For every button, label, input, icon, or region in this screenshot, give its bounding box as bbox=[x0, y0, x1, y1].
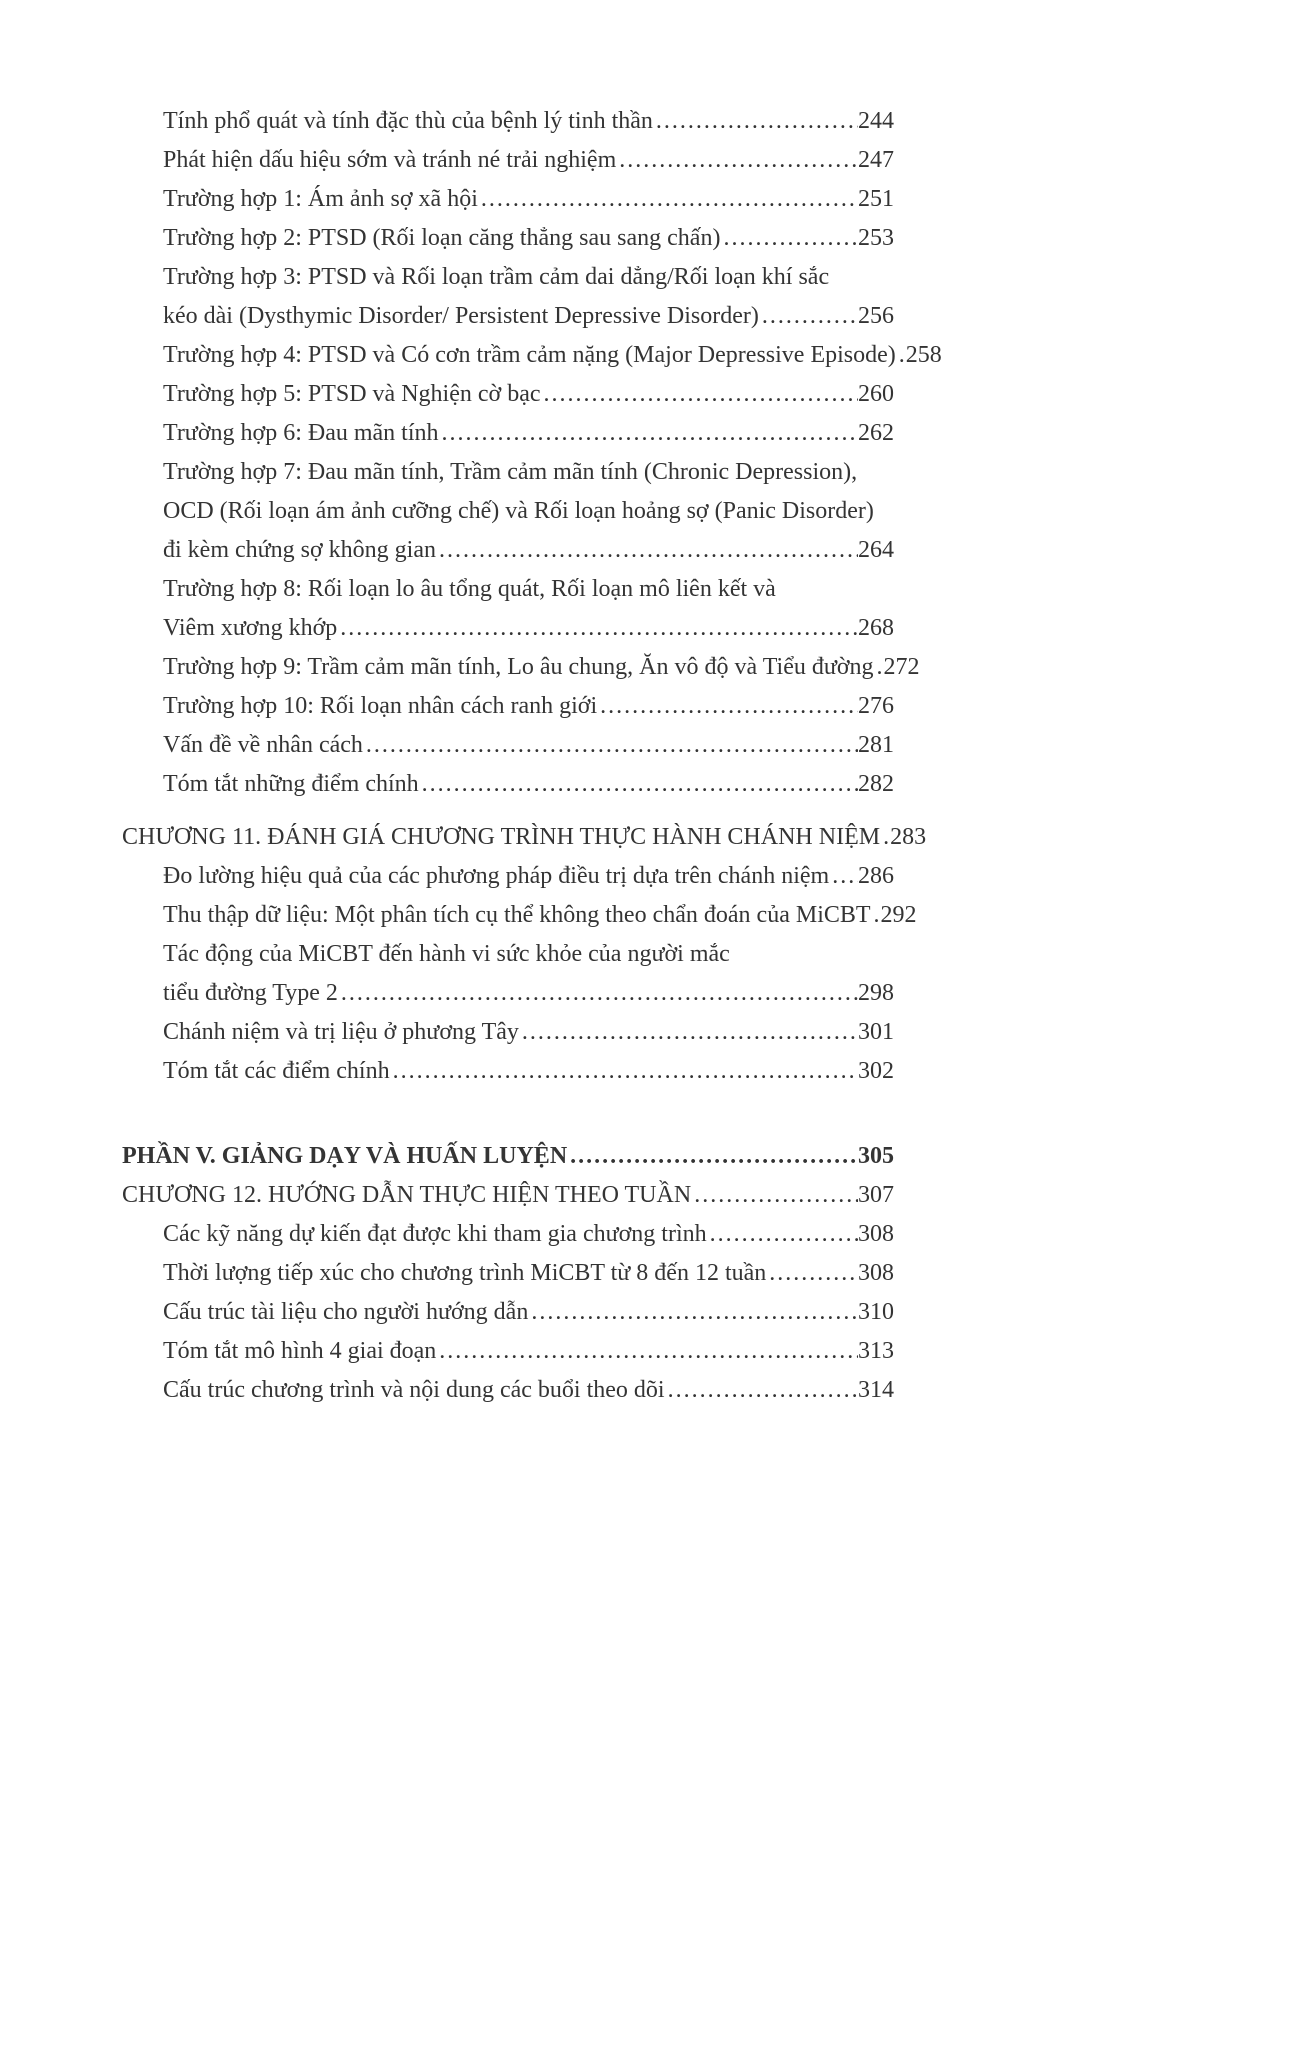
toc-entry-line bbox=[163, 609, 894, 648]
dot-leader bbox=[528, 1293, 858, 1332]
toc-entry-text: CHƯƠNG 11. ĐÁNH GIÁ CHƯƠNG TRÌNH THỰC HÀNH CHÁNH NIỆM bbox=[122, 824, 881, 850]
toc-heading-entry bbox=[122, 1137, 894, 1176]
toc-entry bbox=[122, 1254, 894, 1293]
toc-entry-line bbox=[163, 453, 894, 492]
toc-entry bbox=[122, 896, 917, 935]
toc-entry-line bbox=[163, 896, 917, 935]
toc-entry-line bbox=[163, 857, 894, 896]
toc-entry bbox=[122, 258, 894, 336]
dot-leader bbox=[439, 414, 858, 453]
dot-leader bbox=[519, 1013, 858, 1052]
toc-entry bbox=[122, 102, 894, 141]
toc-heading-entry bbox=[122, 1176, 894, 1215]
dot-leader bbox=[874, 648, 884, 687]
dot-leader bbox=[707, 1215, 858, 1254]
dot-leader bbox=[880, 818, 890, 857]
toc-entry-text: Cấu trúc chương trình và nội dung các buổi theo dõi bbox=[163, 1377, 665, 1403]
toc-entry-line bbox=[163, 336, 942, 375]
page-number: 244 bbox=[858, 108, 894, 134]
page-number: 272 bbox=[883, 654, 920, 680]
toc-entry-line bbox=[163, 1215, 894, 1254]
page-number: 268 bbox=[858, 615, 894, 641]
toc-entry-text: Trường hợp 2: PTSD (Rối loạn căng thẳng sau sang chấn) bbox=[163, 225, 721, 251]
page-number: 308 bbox=[858, 1260, 894, 1286]
toc-entry-text: Tóm tắt mô hình 4 giai đoạn bbox=[163, 1338, 437, 1364]
toc-entry-line bbox=[163, 974, 894, 1013]
toc-entry-line bbox=[122, 1176, 894, 1215]
page-number: 283 bbox=[890, 824, 927, 850]
toc-entry-text: Trường hợp 4: PTSD và Có cơn trầm cảm nặng (Major Depressive Episode) bbox=[163, 342, 896, 368]
page-number: 247 bbox=[858, 147, 894, 173]
toc-entry-line bbox=[163, 492, 894, 531]
toc-entry-line bbox=[163, 297, 894, 336]
toc-entry-text: tiểu đường Type 2 bbox=[163, 980, 338, 1006]
toc-entry bbox=[122, 414, 894, 453]
toc-entry bbox=[122, 1371, 894, 1410]
toc-entry-line bbox=[163, 258, 894, 297]
toc-entry bbox=[122, 857, 894, 896]
page-number: 301 bbox=[858, 1019, 894, 1045]
dot-leader bbox=[363, 726, 858, 765]
toc-entry-text: Thu thập dữ liệu: Một phân tích cụ thể không theo chẩn đoán của MiCBT bbox=[163, 902, 871, 928]
dot-leader bbox=[390, 1052, 858, 1091]
dot-leader bbox=[338, 974, 858, 1013]
toc-entry-text: Tác động của MiCBT đến hành vi sức khỏe của người mắc bbox=[163, 941, 730, 967]
page-number: 264 bbox=[858, 537, 894, 563]
toc-entry-line bbox=[163, 648, 920, 687]
toc-entry bbox=[122, 141, 894, 180]
toc-entry-line bbox=[163, 141, 894, 180]
toc-entry-line bbox=[163, 765, 894, 804]
dot-leader bbox=[436, 1332, 858, 1371]
dot-leader bbox=[896, 336, 906, 375]
dot-leader bbox=[691, 1176, 858, 1215]
toc-entry-line bbox=[163, 219, 894, 258]
toc-entry-line bbox=[163, 570, 894, 609]
table-of-contents bbox=[122, 102, 942, 1410]
dot-leader bbox=[478, 180, 858, 219]
toc-entry-text: Tóm tắt những điểm chính bbox=[163, 771, 419, 797]
dot-leader bbox=[616, 141, 858, 180]
page-number: 298 bbox=[858, 980, 894, 1006]
toc-entry-line bbox=[163, 1332, 894, 1371]
dot-leader bbox=[720, 219, 858, 258]
page-number: 260 bbox=[858, 381, 894, 407]
toc-entry-text: OCD (Rối loạn ám ảnh cưỡng chế) và Rối loạn hoảng sợ (Panic Disorder) bbox=[163, 498, 874, 524]
toc-entry-line bbox=[163, 1254, 894, 1293]
toc-entry-text: CHƯƠNG 12. HƯỚNG DẪN THỰC HIỆN THEO TUẦN bbox=[122, 1182, 692, 1208]
toc-entry bbox=[122, 935, 894, 1013]
toc-entry-line bbox=[163, 1371, 894, 1410]
toc-entry-line bbox=[163, 375, 894, 414]
toc-entry bbox=[122, 648, 920, 687]
page-number: 258 bbox=[905, 342, 942, 368]
toc-entry bbox=[122, 1293, 894, 1332]
toc-heading-entry bbox=[122, 818, 927, 857]
toc-entry bbox=[122, 375, 894, 414]
toc-entry bbox=[122, 570, 894, 648]
dot-leader bbox=[337, 609, 858, 648]
toc-entry bbox=[122, 1332, 894, 1371]
toc-entry-line bbox=[163, 935, 894, 974]
page-number: 256 bbox=[858, 303, 894, 329]
toc-entry-text: Trường hợp 8: Rối loạn lo âu tổng quát, Rối loạn mô liên kết và bbox=[163, 576, 776, 602]
toc-entry bbox=[122, 765, 894, 804]
page-number: 314 bbox=[858, 1377, 894, 1403]
toc-entry-text: Trường hợp 5: PTSD và Nghiện cờ bạc bbox=[163, 381, 541, 407]
toc-entry-text: Trường hợp 1: Ám ảnh sợ xã hội bbox=[163, 186, 478, 212]
toc-entry-line bbox=[163, 414, 894, 453]
toc-entry-line bbox=[163, 726, 894, 765]
page-number: 308 bbox=[858, 1221, 894, 1247]
toc-entry-text: Chánh niệm và trị liệu ở phương Tây bbox=[163, 1019, 519, 1045]
dot-leader bbox=[597, 687, 858, 726]
dot-leader bbox=[541, 375, 858, 414]
toc-entry-text: Viêm xương khớp bbox=[163, 615, 338, 641]
toc-entry-text: Tóm tắt các điểm chính bbox=[163, 1058, 390, 1084]
toc-entry-text: đi kèm chứng sợ không gian bbox=[163, 537, 436, 563]
page-number: 262 bbox=[858, 420, 894, 446]
toc-entry-text: Trường hợp 7: Đau mãn tính, Trầm cảm mãn tính (Chronic Depression), bbox=[163, 459, 858, 485]
page-number: 251 bbox=[858, 186, 894, 212]
toc-entry-line bbox=[122, 1137, 894, 1176]
toc-entry-line bbox=[163, 1013, 894, 1052]
page-number: 286 bbox=[858, 863, 894, 889]
toc-entry bbox=[122, 219, 894, 258]
toc-entry bbox=[122, 726, 894, 765]
dot-leader bbox=[871, 896, 881, 935]
toc-entry-text: kéo dài (Dysthymic Disorder/ Persistent Depressive Disorder) bbox=[163, 303, 759, 329]
toc-entry-text: Trường hợp 3: PTSD và Rối loạn trầm cảm dai dẳng/Rối loạn khí sắc bbox=[163, 264, 830, 290]
toc-entry-text: Vấn đề về nhân cách bbox=[163, 732, 363, 758]
toc-entry-text: Tính phổ quát và tính đặc thù của bệnh lý tinh thần bbox=[163, 108, 653, 134]
toc-entry-text: Đo lường hiệu quả của các phương pháp điều trị dựa trên chánh niệm bbox=[163, 863, 830, 889]
toc-entry-line bbox=[163, 531, 894, 570]
toc-entry-text: Trường hợp 10: Rối loạn nhân cách ranh giới bbox=[163, 693, 598, 719]
toc-entry-text: Thời lượng tiếp xúc cho chương trình MiCBT từ 8 đến 12 tuần bbox=[163, 1260, 767, 1286]
page-number: 307 bbox=[858, 1182, 894, 1208]
toc-entry-text: Phát hiện dấu hiệu sớm và tránh né trải nghiệm bbox=[163, 147, 617, 173]
dot-leader bbox=[665, 1371, 858, 1410]
dot-leader bbox=[829, 857, 858, 896]
page-number: 253 bbox=[858, 225, 894, 251]
toc-entry bbox=[122, 180, 894, 219]
toc-entry bbox=[122, 1052, 894, 1091]
toc-entry-text: PHẦN V. GIẢNG DẠY VÀ HUẤN LUYỆN bbox=[122, 1143, 568, 1169]
toc-entry bbox=[122, 453, 894, 570]
toc-entry-text: Các kỹ năng dự kiến đạt được khi tham gia chương trình bbox=[163, 1221, 707, 1247]
dot-leader bbox=[436, 531, 858, 570]
toc-entry bbox=[122, 336, 942, 375]
page-number: 292 bbox=[880, 902, 917, 928]
page-number: 282 bbox=[858, 771, 894, 797]
toc-entry-line bbox=[122, 818, 927, 857]
toc-entry-text: Trường hợp 6: Đau mãn tính bbox=[163, 420, 439, 446]
page-number: 302 bbox=[858, 1058, 894, 1084]
toc-entry-text: Trường hợp 9: Trầm cảm mãn tính, Lo âu chung, Ăn vô độ và Tiểu đường bbox=[163, 654, 874, 680]
dot-leader bbox=[759, 297, 858, 336]
page-number: 313 bbox=[858, 1338, 894, 1364]
toc-entry-line bbox=[163, 102, 894, 141]
dot-leader bbox=[766, 1254, 858, 1293]
toc-entry bbox=[122, 1013, 894, 1052]
page-number: 310 bbox=[858, 1299, 894, 1325]
dot-leader bbox=[653, 102, 858, 141]
dot-leader bbox=[419, 765, 858, 804]
page-number: 305 bbox=[858, 1143, 894, 1169]
page-number: 276 bbox=[858, 693, 894, 719]
dot-leader bbox=[567, 1137, 858, 1176]
toc-entry-text: Cấu trúc tài liệu cho người hướng dẫn bbox=[163, 1299, 529, 1325]
toc-entry-line bbox=[163, 1052, 894, 1091]
toc-entry bbox=[122, 1215, 894, 1254]
toc-entry-line bbox=[163, 687, 894, 726]
page-number: 281 bbox=[858, 732, 894, 758]
toc-entry bbox=[122, 687, 894, 726]
toc-entry-line bbox=[163, 180, 894, 219]
toc-entry-line bbox=[163, 1293, 894, 1332]
